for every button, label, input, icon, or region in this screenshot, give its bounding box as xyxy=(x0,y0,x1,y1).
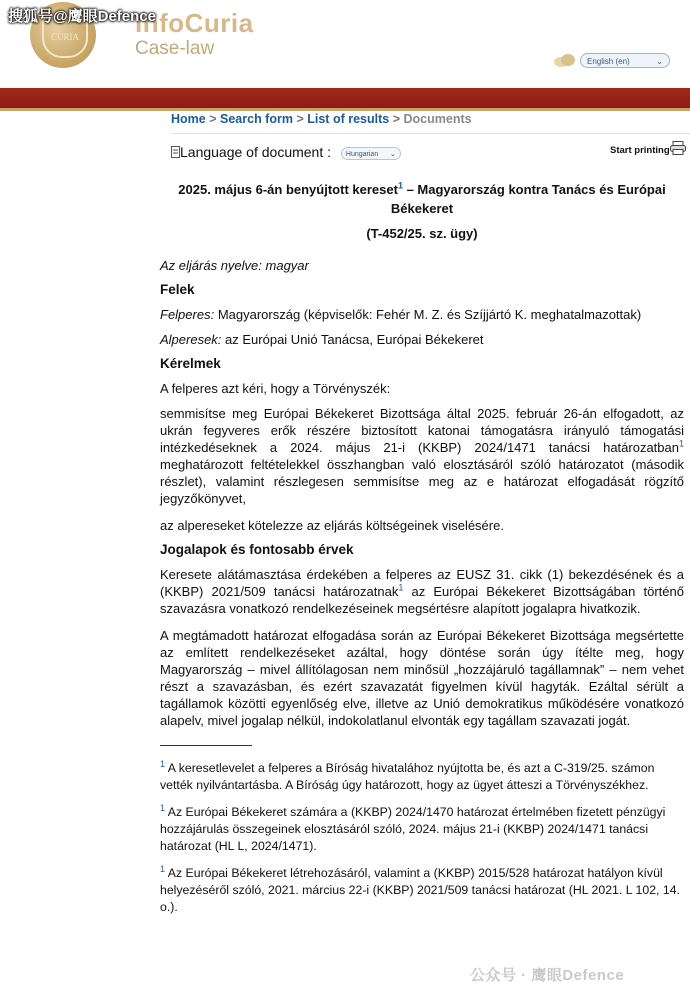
start-printing-button[interactable]: Start printing xyxy=(610,145,670,156)
defendants xyxy=(160,331,684,348)
breadcrumb-separator: > xyxy=(296,112,304,126)
claim-2: az alpereseket kötelezze az eljárás költségeinek viselésére. xyxy=(160,518,504,533)
app-subtitle: Case-law xyxy=(135,38,215,59)
chevron-down-icon: ⌄ xyxy=(390,150,396,158)
logo-emblem: CURIA xyxy=(42,16,88,58)
plea-2: A megtámadott határozat elfogadása során az Európai Békekeret Bizottsága megsértette az említett rendelkezéseket azáltal, hogy döntése során úgy ítélte meg, hogy Magyarország – mivel állítólagosan nem minősül „hozzájáruló tagállamnak” – nem vehet részt a szavazásban, és ezért szavazatát figyelmen kívül hagyták. Ezáltal sérült a tagállamok közötti egyenlőség elve, illetve az Unió demokratikus működésére vonatkozó alapelv, mivel jogalap nélkül, indokolatlanul elvonták egy tagállam szavazati jogát. xyxy=(160,628,684,728)
document-title xyxy=(160,180,684,218)
applicant xyxy=(160,306,684,323)
document-title-text: 2025. május 6-án benyújtott kereset xyxy=(178,182,398,197)
footnote-number[interactable]: 1 xyxy=(160,758,166,769)
language-of-document xyxy=(170,144,401,160)
breadcrumb-divider xyxy=(171,133,690,134)
footnote-text: Az Európai Békekeret számára a (KKBP) 2024/1470 határozat értelmében fizetett pénzügyi hozzájárulás összegeinek elosztásáról szóló, 2024. május 21-i (KKBP) 2024/1471 tanácsi határozat (HL L, 2024/1471). xyxy=(160,805,666,853)
cloud-icon xyxy=(553,52,577,68)
applicant-value: Magyarország (képviselők: Fehér M. Z. és Szíjjártó K. meghatalmazottak) xyxy=(217,307,642,322)
language-of-document-label: Language of document : xyxy=(180,144,332,160)
printer-icon[interactable] xyxy=(670,141,686,155)
breadcrumb-separator: > xyxy=(209,112,217,126)
footnote-divider xyxy=(160,745,252,746)
footnote-ref[interactable]: 1 xyxy=(398,582,404,593)
document-title-text-2: – Magyarország kontra Tanács és Európai Békekeret xyxy=(390,182,666,216)
breadcrumb-separator: > xyxy=(392,112,401,126)
header-band xyxy=(0,88,690,108)
footnote-text: A keresetlevelet a felperes a Bíróság hivatalához nyújtotta be, és azt a C-319/25. számon vették nyilvántartásba. A Bíróság úgy határozott, hogy az ügyet átteszi a Törvényszékhez. xyxy=(160,761,655,792)
document-body xyxy=(160,180,684,926)
footnote xyxy=(160,804,684,855)
claims-heading: Kérelmek xyxy=(160,356,221,371)
pleas-heading: Jogalapok és fontosabb érvek xyxy=(160,542,354,557)
language-of-case-value: magyar xyxy=(265,258,309,273)
applicant-label: Felperes: xyxy=(160,307,215,322)
footnote-number[interactable]: 1 xyxy=(160,802,166,813)
case-number: (T-452/25. sz. ügy) xyxy=(366,226,478,241)
language-of-case-label: Az eljárás nyelve: xyxy=(160,258,262,273)
plea-1-text-2: az Európai Békekeret Bizottságában történő szavazásra vonatkozó rendelkezéseinek megsértésre alapított jogalapra hivatkozik. xyxy=(160,584,684,616)
claim-1 xyxy=(160,405,684,507)
footnote-number[interactable]: 1 xyxy=(160,863,166,874)
document-language-value: Hungarian xyxy=(345,150,379,158)
language-selector-value: English (en) xyxy=(587,57,630,66)
footnote-ref[interactable]: 1 xyxy=(678,438,684,449)
parties-heading: Felek xyxy=(160,282,195,297)
watermark-bottom: 公众号 · 鹰眼Defence xyxy=(470,967,625,984)
breadcrumb-home[interactable]: Home xyxy=(171,112,206,126)
defendants-label: Alperesek: xyxy=(160,332,222,347)
claim-1-text: semmisítse meg Európai Békekeret Bizottsága által 2025. február 26-án elfogadott, az ukrán fegyveres erők részére biztosított katonai támogatásra irányuló támogatási intézkedéseknek a 2024. május 21-i (KKBP) 2024/1471 tanácsi határozatban xyxy=(160,406,684,455)
chevron-down-icon: ⌄ xyxy=(656,57,663,66)
breadcrumb xyxy=(171,112,472,126)
footnote xyxy=(160,760,684,794)
watermark-top: 搜狐号@鹰眼Defence xyxy=(8,8,156,25)
breadcrumb-list-of-results[interactable]: List of results xyxy=(307,112,390,126)
document-language-select[interactable] xyxy=(341,147,401,160)
header-band-accent xyxy=(0,108,690,111)
footnote-text: Az Európai Békekeret létrehozásáról, valamint a (KKBP) 2015/528 határozat hatályon kívül helyezéséről szóló, 2021. március 22-i (KKBP) 2021/509 tanácsi határozat (HL 2021. L 102, 14. o.). xyxy=(160,866,680,914)
breadcrumb-search-form[interactable]: Search form xyxy=(220,112,293,126)
footnote-ref[interactable]: 1 xyxy=(397,180,403,191)
claims-intro: A felperes azt kéri, hogy a Törvényszék: xyxy=(160,381,391,396)
plea-1 xyxy=(160,566,684,617)
plea-1-text: Keresete alátámasztása érdekében a felperes az EUSZ 31. cikk (1) bekezdésének és a (KKBP) 2021/509 tanácsi határozatnak xyxy=(160,567,684,599)
breadcrumb-documents: Documents xyxy=(403,112,472,126)
language-selector[interactable] xyxy=(580,53,670,68)
language-of-case xyxy=(160,257,684,274)
defendants-value: az Európai Unió Tanácsa, Európai Békekeret xyxy=(225,332,484,347)
footnote xyxy=(160,865,684,916)
app-title[interactable]: InfoCuria xyxy=(135,8,254,38)
claim-1-text-2: meghatározott feltételekkel összhangban való elosztásáról szóló határozatot (második részlet), valamint részlegesen semmisítse meg az e határozat elfogadását rögzítő jegyzőkönyvet, xyxy=(160,457,684,506)
